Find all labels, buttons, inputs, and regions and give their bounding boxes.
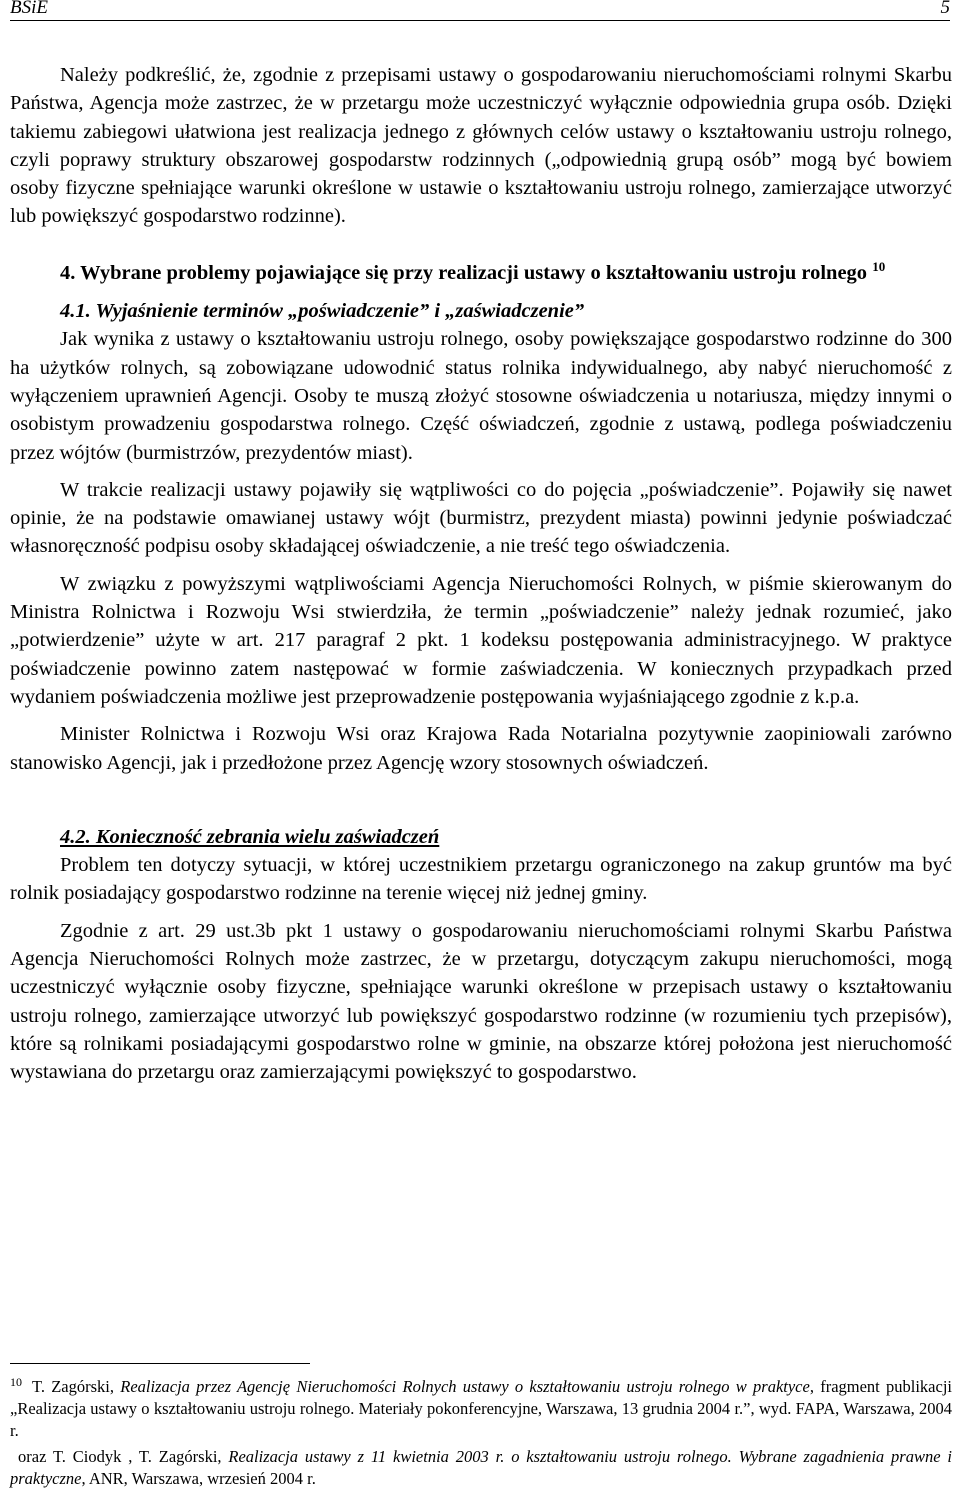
section-heading-4-text: 4. Wybrane problemy pojawiające się przy realizacji ustawy o kształtowaniu ustroju rolnego [60,261,868,284]
paragraph-status-rolnika: Jak wynika z ustawy o kształtowaniu ustroju rolnego, osoby powiększające gospodarstwo rodzinne do 300 ha użytków rolnych, są zobowiązane udowodnić status rolnika indywidualnego, aby nabyć nieruchomość z wyłączeniem uprawnień Agencji. Osoby te muszą złożyć stosowne oświadczenia u notariusza, między innymi o osobistym prowadzeniu gospodarstwa rolnego. Część oświadczeń, zgodnie z ustawą, podlega poświadczeniu przez wójtów (burmistrzów, prezydentów miast). [10,328,952,464]
subsection-heading-4-1: 4.1. Wyjaśnienie terminów „poświadczenie” i „zaświadczenie” [60,300,585,323]
footnote-10b-author: oraz T. Ciodyk , T. Zagórski, [18,1447,229,1466]
paragraph-stanowisko-agencji: W związku z powyższymi wątpliwościami Agencja Nieruchomości Rolnych, w piśmie skierowanym do Ministra Rolnictwa i Rozwoju Wsi stwierdziła, że termin „poświadczenie” należy jednak rozumieć, jako „potwierdzenie” użyte w art. 217 paragraf 2 pkt. 1 kodeksu postępowania administracyjnego. W praktyce poświadczenie powinno zatem następować w formie zaświadczenia. W koniecznych przypadkach przed wydaniem poświadczenia możliwe jest przeprowadzenie postępowania wyjaśniającego zgodnie z k.p.a. [10,572,952,708]
footnote-10-author: T. Zagórski, [32,1377,121,1396]
footnote-10b-details: , ANR, Warszawa, wrzesień 2004 r. [81,1469,316,1488]
paragraph-art-29: Zgodnie z art. 29 ust.3b pkt 1 ustawy o gospodarowaniu nieruchomościami rolnymi Skarbu Państwa Agencja Nieruchomości Rolnych może zastrzec, że w przetargu, dotyczącym zakupu nieruchomości, mogą uczestniczyć wyłącznie osoby fizyczne, spełniające warunki określone w przepisach ustawy o kształtowaniu ustroju rolnego, zamierzające utworzyć lub powiększyć gospodarstwo rodzinne (w rozumieniu tych przepisów), które są rolnikami posiadającymi gospodarstwo rolne w gminie, na obszarze której położona jest nieruchomość wystawiana do przetargu oraz zamierzającymi powiększyć to gospodarstwo. [10,919,952,1084]
journal-abbreviation: BSiE [10,0,48,18]
section-heading-4 [10,259,952,287]
footnote-number: 10 [10,1374,22,1389]
footnote-10-continued [10,1446,952,1490]
page-header [10,0,950,21]
footnote-10-title: Realizacja przez Agencję Nieruchomości Rolnych ustawy o kształtowaniu ustroju rolnego w praktyce [120,1377,810,1396]
footnote-divider [10,1363,310,1364]
page-number: 5 [940,0,950,18]
footnote-10-details: , fragment publikacji „Realizacja ustawy o kształtowaniu ustroju rolnego. Materiały pokonferencyjne, Warszawa, 13 grudnia 2004 r.”, wyd. FAPA, Warszawa, 2004 r. [10,1377,952,1440]
subsection-heading-4-2 [10,823,952,851]
main-text [10,61,952,1087]
subsection-heading-4-2-text: 4.2. Konieczność zebrania wielu zaświadczeń [60,825,440,848]
paragraph-watpliwosci: W trakcie realizacji ustawy pojawiły się wątpliwości co do pojęcia „poświadczenie”. Pojawiły się nawet opinie, że na podstawie omawianej ustawy wójt (burmistrz, prezydent miasta) powinni jedynie poświadczać własnoręczność podpisu osoby składającej oświadczenie, a nie treść tego oświadczenia. [10,478,952,558]
footnotes [10,1376,952,1490]
paragraph-minister: Minister Rolnictwa i Rozwoju Wsi oraz Krajowa Rada Notarialna pozytywnie zaopiniowali zarówno stanowisko Agencji, jak i przedłożone przez Agencję wzory stosownych oświadczeń. [10,723,952,774]
paragraph-problem: Problem ten dotyczy sytuacji, w której uczestnikiem przetargu ograniczonego na zakup gruntów ma być rolnik posiadający gospodarstwo rodzinne na terenie więcej niż jednej gminy. [10,854,952,905]
footnote-10b-title: Realizacja ustawy z 11 kwietnia 2003 r. o kształtowaniu ustroju rolnego. Wybrane zagadnienia prawne i praktyczne [10,1447,952,1488]
paragraph-intro: Należy podkreślić, że, zgodnie z przepisami ustawy o gospodarowaniu nieruchomościami rolnymi Skarbu Państwa, Agencja może zastrzec, że w przetargu może uczestniczyć wyłącznie odpowiednia grupa osób. Dzięki takiemu zabiegowi ułatwiona jest realizacja jednego z głównych celów ustawy o kształtowaniu ustroju rolnego, czyli poprawy struktury obszarowej gospodarstw rodzinnych („odpowiednią grupą osób” mogą być bowiem osoby fizyczne spełniające warunki określone w ustawie o kształtowaniu ustroju rolnego, zamierzające utworzyć lub powiększyć gospodarstwo rodzinne). [10,64,952,228]
footnote-10 [10,1376,952,1442]
footnote-ref-10: 10 [872,258,886,274]
